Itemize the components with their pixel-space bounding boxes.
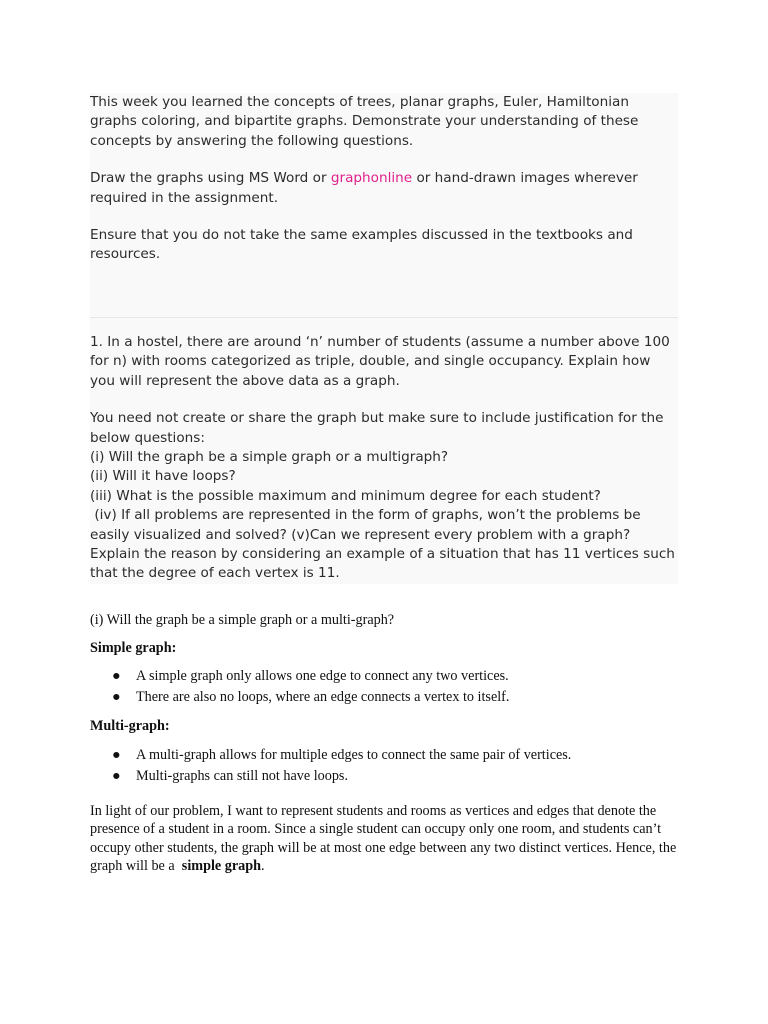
simple-graph-list bbox=[90, 666, 678, 708]
graphonline-link[interactable]: graphonline bbox=[330, 170, 413, 187]
question-instructions: You need not create or share the graph but make sure to include justification for the below questions: bbox=[90, 410, 664, 446]
answer-section bbox=[90, 611, 678, 875]
bullet-icon: ● bbox=[112, 668, 121, 685]
question-panel bbox=[90, 318, 678, 584]
simple-graph-heading: Simple graph: bbox=[90, 639, 177, 656]
answer-question: (i) Will the graph be a simple graph or a multi-graph? bbox=[90, 612, 395, 628]
bullet-icon: ● bbox=[112, 767, 121, 784]
list-item: ● There are also no loops, where an edge connects a vertex to itself. bbox=[136, 687, 678, 708]
document-page bbox=[90, 93, 678, 875]
conclusion-paragraph: In light of our problem, I want to represent students and rooms as vertices and edges that denote the presence of a student in a room. Since a single student can occupy only one room, and students can’t occupy other students, the graph will be at most one edge between any two distinct vertices. Hence, the graph will be a simple graph. bbox=[90, 802, 680, 874]
question-statement: 1. In a hostel, there are around ‘n’ number of students (assume a number above 100 for n) with rooms categorized as triple, double, and single occupancy. Explain how you will represent the above data as a graph. bbox=[90, 334, 670, 389]
drawing-instructions bbox=[90, 169, 678, 208]
sub-question-3: (iii) What is the possible maximum and minimum degree for each student? bbox=[90, 487, 601, 504]
list-item: ● A multi-graph allows for multiple edges to connect the same pair of vertices. bbox=[136, 745, 678, 766]
sub-question-1: (i) Will the graph be a simple graph or a multigraph? bbox=[90, 449, 449, 466]
multi-graph-list bbox=[90, 745, 678, 787]
sub-question-2: (ii) Will it have loops? bbox=[90, 468, 236, 485]
intro-paragraph: This week you learned the concepts of trees, planar graphs, Euler, Hamiltonian graphs coloring, and bipartite graphs. Demonstrate your understanding of these concepts by answering the following questions. bbox=[90, 94, 639, 149]
bullet-icon: ● bbox=[112, 689, 121, 706]
multi-graph-heading: Multi-graph: bbox=[90, 718, 170, 735]
simple-graph-emphasis: simple graph bbox=[181, 858, 262, 874]
originality-note: Ensure that you do not take the same examples discussed in the textbooks and resources. bbox=[90, 227, 633, 263]
instructions-panel bbox=[90, 93, 678, 317]
list-item: ● A simple graph only allows one edge to connect any two vertices. bbox=[136, 666, 678, 687]
sub-question-4-5: (iv) If all problems are represented in the form of graphs, won’t the problems be easily visualized and solved? (v)Can we represent every problem with a graph? Explain the reason by considering an example of a situation that has 11 vertices such that the degree of each vertex is 11. bbox=[90, 507, 680, 582]
drawing-text-after: or hand-drawn images wherever required in the assignment. bbox=[90, 170, 638, 206]
list-item: ● Multi-graphs can still not have loops. bbox=[136, 766, 678, 787]
bullet-icon: ● bbox=[112, 746, 121, 763]
drawing-text-before: Draw the graphs using MS Word or bbox=[90, 170, 331, 187]
